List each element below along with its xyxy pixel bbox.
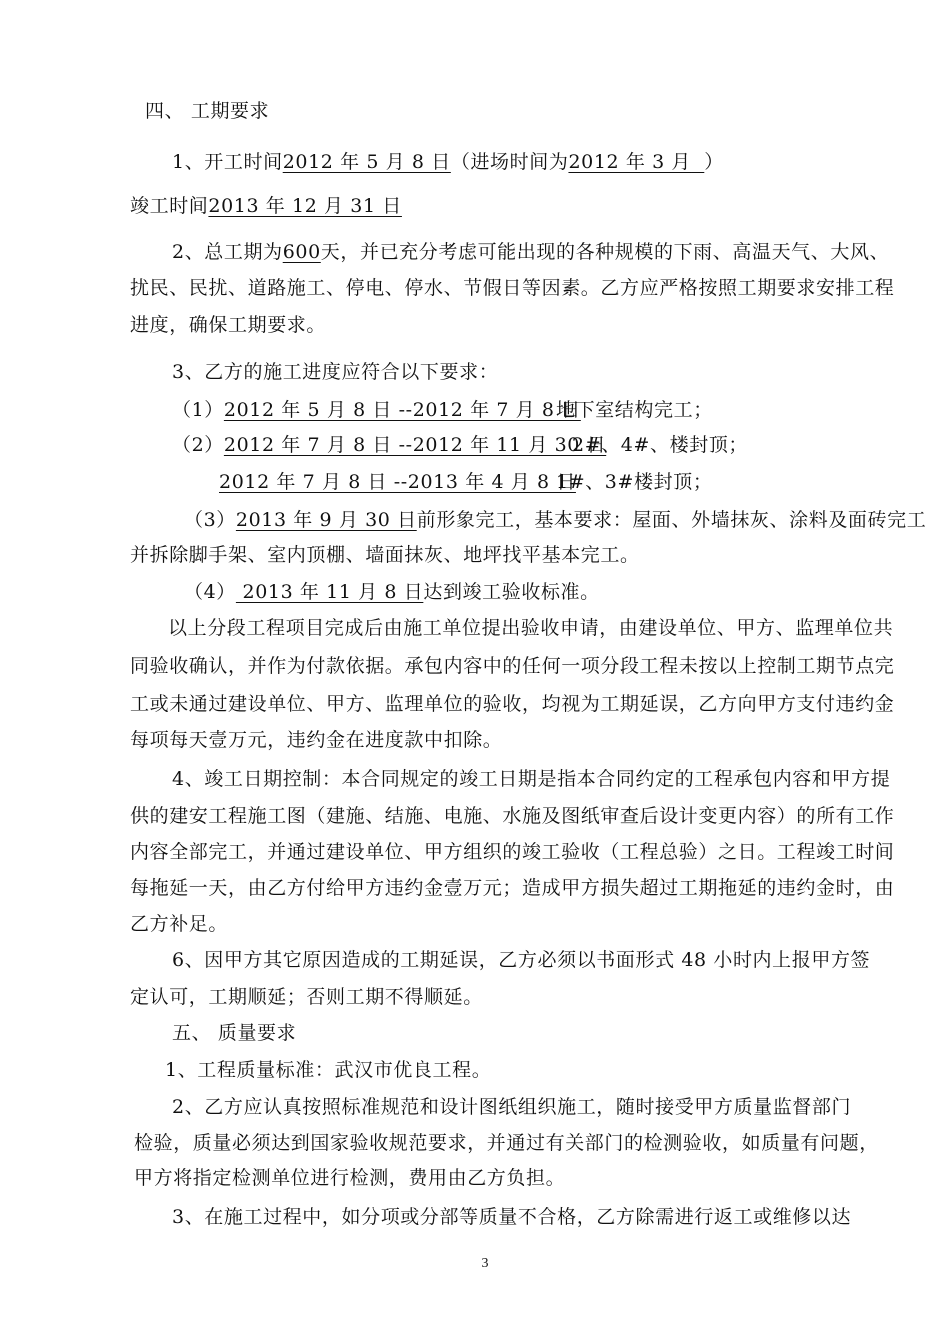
total-duration-text: 天，并已充分考虑可能出现的各种规模的下雨、高温天气、大风、 — [320, 241, 890, 263]
acceptance-paragraph-line: 以上分段工程项目完成后由施工单位提出验收申请，由建设单位、甲方、监理单位共 — [168, 617, 894, 639]
item6-line: 定认可，工期顺延；否则工期不得顺延。 — [130, 986, 483, 1008]
item6-line: 6、因甲方其它原因造成的工期延误，乙方必须以书面形式 48 小时内上报甲方签 — [172, 949, 871, 971]
close-paren: ） — [704, 151, 724, 173]
milestone-1-desc: 地下室结构完工； — [556, 399, 713, 421]
milestone-num: （1） — [172, 399, 224, 421]
quality-item3-line: 3、在施工过程中，如分项或分部等质量不合格，乙方除需进行返工或维修以达 — [172, 1206, 852, 1228]
milestone-4 — [184, 580, 600, 604]
item4-line: 供的建安工程施工图（建施、结施、电施、水施及图纸审查后设计变更内容）的所有工作 — [130, 805, 895, 827]
item4-line: 内容全部完工，并通过建设单位、甲方组织的竣工验收（工程总验）之日。工程竣工时间 — [130, 841, 895, 863]
entry-date: 2012 年 3 月 — [568, 151, 692, 173]
quality-item2-line: 2、乙方应认真按照标准规范和设计图纸组织施工，随时接受甲方质量监督部门 — [172, 1096, 852, 1118]
acceptance-paragraph-line: 同验收确认，并作为付款依据。承包内容中的任何一项分段工程未按以上控制工期节点完 — [130, 655, 895, 677]
milestone-3-cont: 并拆除脚手架、室内顶棚、墙面抹灰、地坪找平基本完工。 — [130, 544, 640, 566]
start-time-label: 1、开工时间 — [172, 151, 283, 173]
milestone-num: （2） — [172, 434, 224, 456]
milestone-range: 2012 年 5 月 8 日 --2012 年 7 月 8 日 — [223, 399, 581, 421]
item4-line: 乙方补足。 — [130, 913, 229, 935]
entry-time-label: （进场时间为 — [450, 151, 569, 173]
milestone-num: （3） — [184, 509, 236, 531]
quality-item2-line: 甲方将指定检测单位进行检测，费用由乙方负担。 — [134, 1167, 566, 1189]
paragraph-line: 进度，确保工期要求。 — [130, 314, 327, 336]
milestone-date: 2013 年 9 月 30 日 — [235, 509, 417, 531]
schedule-intro: 3、乙方的施工进度应符合以下要求： — [172, 361, 499, 383]
milestone-num: （4） — [184, 581, 236, 603]
paragraph-line: 扰民、民扰、道路施工、停电、停水、节假日等因素。乙方应严格按照工期要求安排工程 — [130, 277, 895, 299]
start-date: 2012 年 5 月 8 日 — [282, 151, 451, 173]
acceptance-paragraph-line: 工或未通过建设单位、甲方、监理单位的验收，均视为工期延误，乙方向甲方支付违约金 — [130, 693, 895, 715]
completion-label: 竣工时间 — [130, 195, 209, 217]
milestone-date: 2013 年 11 月 8 日 — [235, 581, 424, 603]
milestone-3 — [184, 508, 926, 532]
start-time-line — [172, 150, 724, 174]
milestone-2b-desc: 1#、3#楼封顶； — [556, 471, 713, 493]
total-duration-line — [172, 240, 889, 264]
acceptance-paragraph-line: 每项每天壹万元，违约金在进度款中扣除。 — [130, 729, 503, 751]
milestone-1 — [172, 398, 581, 422]
page-number: 3 — [481, 1256, 489, 1271]
total-days: 600 — [282, 241, 321, 263]
completion-time-line — [130, 194, 402, 218]
milestone-range: 2012 年 7 月 8 日 --2012 年 11 月 30 日 — [223, 434, 607, 456]
milestone-2 — [172, 433, 606, 457]
total-duration-label: 2、总工期为 — [172, 241, 283, 263]
completion-date: 2013 年 12 月 31 日 — [208, 195, 402, 217]
item4-line: 每拖延一天，由乙方付给甲方违约金壹万元；造成甲方损失超过工期拖延的违约金时，由 — [130, 877, 895, 899]
milestone-2-desc: 2#、4#、楼封顶； — [572, 434, 749, 456]
milestone-4-text: 达到竣工验收标准。 — [423, 581, 600, 603]
section-4-heading: 四、 工期要求 — [145, 100, 270, 122]
milestone-2b — [219, 470, 576, 494]
item4-line: 4、竣工日期控制：本合同规定的竣工日期是指本合同约定的工程承包内容和甲方提 — [172, 768, 891, 790]
milestone-range: 2012 年 7 月 8 日 --2013 年 4 月 8 日 — [219, 471, 576, 493]
quality-item2-line: 检验，质量必须达到国家验收规范要求，并通过有关部门的检测验收，如质量有问题， — [134, 1132, 879, 1154]
section-5-heading: 五、 质量要求 — [172, 1022, 297, 1044]
quality-standard: 1、工程质量标准：武汉市优良工程。 — [165, 1059, 492, 1081]
milestone-3-text: 前形象完工，基本要求：屋面、外墙抹灰、涂料及面砖完工 — [416, 509, 927, 531]
